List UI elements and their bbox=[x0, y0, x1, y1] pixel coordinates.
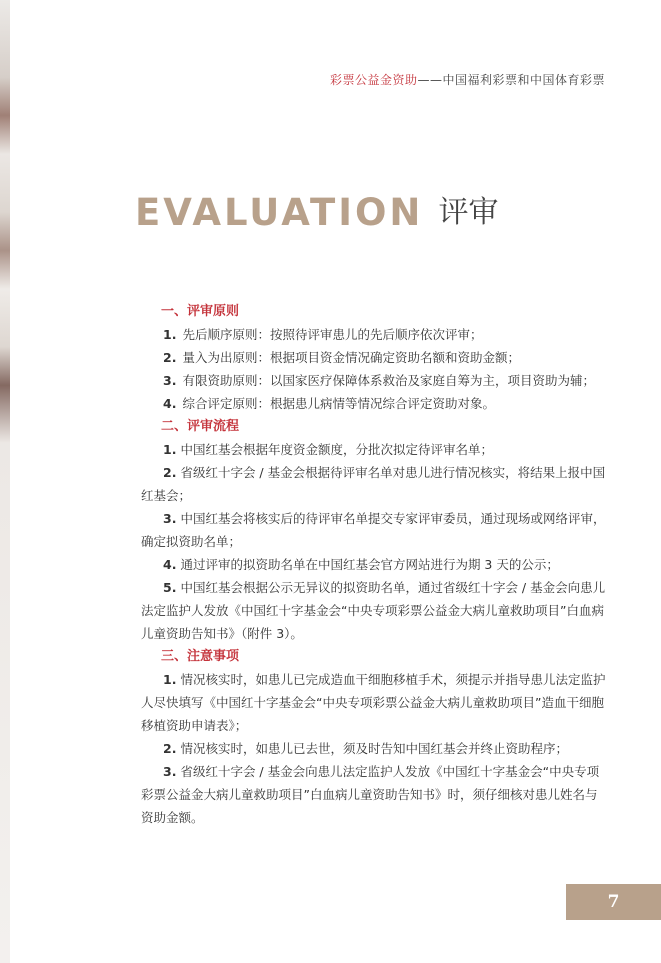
item-number: 2. bbox=[163, 465, 177, 480]
title-cn: 评审 bbox=[438, 195, 499, 230]
page-number: 7 bbox=[607, 892, 620, 912]
item-text: 综合评定原则：根据患儿病情等情况综合评定资助对象。 bbox=[182, 396, 495, 411]
list-item bbox=[163, 323, 606, 346]
item-number: 2. bbox=[163, 741, 177, 756]
item-text: 情况核实时，如患儿已去世，须及时告知中国红基会并终止资助程序； bbox=[180, 741, 568, 756]
item-text: 量入为出原则：根据项目资金情况确定资助名额和资助金额； bbox=[182, 350, 520, 365]
running-header bbox=[330, 71, 605, 88]
item-number: 1. bbox=[163, 327, 177, 342]
item-text: 情况核实时，如患儿已完成造血干细胞移植手术，须提示并指导患儿法定监护人尽快填写《中国红十字基金会“中央专项彩票公益金大病儿童救助项目”造血干细胞移植资助申请表》； bbox=[141, 672, 606, 733]
item-number: 2. bbox=[163, 350, 177, 365]
item-text: 中国红基会将核实后的待评审名单提交专家评审委员，通过现场或网络评审，确定拟资助名单； bbox=[141, 511, 606, 549]
header-rest: ——中国福利彩票和中国体育彩票 bbox=[417, 73, 605, 87]
paragraph-item bbox=[141, 576, 606, 645]
item-number: 3. bbox=[163, 511, 177, 526]
item-text: 中国红基会根据年度资金额度，分批次拟定待评审名单； bbox=[180, 442, 493, 457]
section-title-principles: 一、评审原则 bbox=[161, 304, 240, 319]
page-title bbox=[135, 187, 498, 234]
item-number: 1. bbox=[163, 672, 177, 687]
photo-strip bbox=[0, 0, 10, 963]
paragraph-item bbox=[141, 760, 606, 829]
paragraph-item bbox=[141, 438, 606, 461]
item-number: 5. bbox=[163, 580, 177, 595]
paragraph-item bbox=[141, 668, 606, 737]
section-title-process: 二、评审流程 bbox=[161, 419, 240, 434]
item-number: 3. bbox=[163, 373, 177, 388]
main-content bbox=[141, 300, 606, 829]
item-text: 省级红十字会 / 基金会根据待评审名单对患儿进行情况核实，将结果上报中国红基会； bbox=[141, 465, 606, 503]
paragraph-item bbox=[141, 737, 606, 760]
list-item bbox=[163, 369, 606, 392]
paragraph-item bbox=[141, 461, 606, 507]
page-number-tab bbox=[566, 884, 661, 920]
item-number: 1. bbox=[163, 442, 177, 457]
item-text: 先后顺序原则：按照待评审患儿的先后顺序依次评审； bbox=[182, 327, 483, 342]
item-text: 省级红十字会 / 基金会向患儿法定监护人发放《中国红十字基金会“中央专项彩票公益金大病儿童救助项目”白血病儿童资助告知书》时，须仔细核对患儿姓名与资助金额。 bbox=[141, 764, 600, 825]
section-title-notes: 三、注意事项 bbox=[161, 649, 240, 664]
item-number: 4. bbox=[163, 557, 177, 572]
item-text: 有限资助原则：以国家医疗保障体系救治及家庭自筹为主，项目资助为辅； bbox=[182, 373, 595, 388]
list-item bbox=[163, 392, 606, 415]
paragraph-item bbox=[141, 553, 606, 576]
header-accent: 彩票公益金资助 bbox=[329, 73, 418, 87]
title-en: EVALUATION bbox=[135, 191, 424, 234]
item-number: 3. bbox=[163, 764, 177, 779]
paragraph-item bbox=[141, 507, 606, 553]
item-text: 中国红基会根据公示无异议的拟资助名单，通过省级红十字会 / 基金会向患儿法定监护人发放《中国红十字基金会“中央专项彩票公益金大病儿童救助项目”白血病儿童资助告知书》（附件 3）。 bbox=[141, 580, 606, 641]
item-text: 通过评审的拟资助名单在中国红基会官方网站进行为期 3 天的公示； bbox=[180, 557, 559, 572]
list-item bbox=[163, 346, 606, 369]
item-number: 4. bbox=[163, 396, 177, 411]
